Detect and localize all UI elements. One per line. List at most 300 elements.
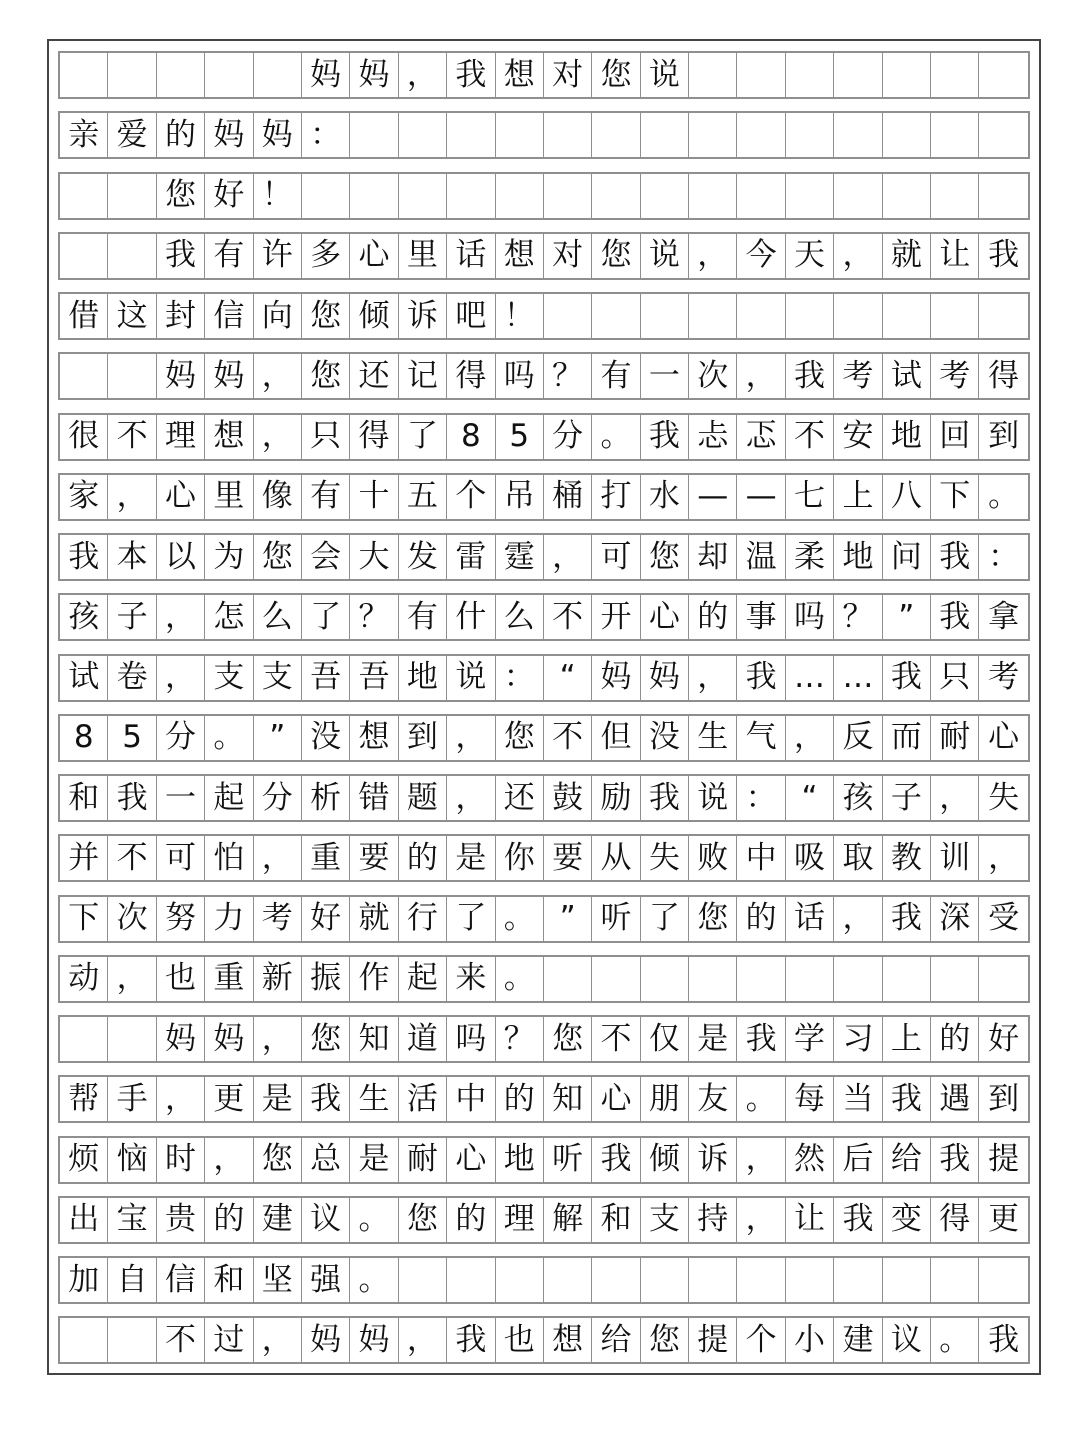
grid-cell: 帮 bbox=[60, 1077, 108, 1121]
grid-cell: 吊 bbox=[496, 475, 544, 519]
grid-cell: 考 bbox=[988, 659, 1020, 695]
grid-row bbox=[58, 1015, 1030, 1063]
grid-cell: ！ bbox=[254, 174, 302, 218]
grid-cell: 要 bbox=[544, 836, 592, 880]
grid-cell bbox=[447, 1258, 495, 1302]
grid-cell bbox=[979, 113, 1027, 157]
grid-cell: 和 bbox=[205, 1258, 253, 1302]
grid-cell bbox=[834, 53, 882, 97]
grid-cell: 自 bbox=[108, 1258, 156, 1302]
grid-cell bbox=[737, 174, 785, 218]
grid-cell: ， bbox=[447, 716, 495, 760]
grid-cell: 回 bbox=[931, 415, 979, 459]
grid-cell: 我 bbox=[786, 354, 834, 398]
grid-cell: 柔 bbox=[786, 535, 834, 579]
grid-cell: 不 bbox=[786, 415, 834, 459]
grid-cell: 对 bbox=[544, 234, 592, 278]
grid-cell: 忑 bbox=[737, 415, 785, 459]
grid-cell: ？ bbox=[544, 354, 592, 398]
grid-cell: 地 bbox=[496, 1138, 544, 1182]
grid-cell bbox=[979, 53, 1027, 97]
grid-cell: 大 bbox=[350, 535, 398, 579]
grid-cell bbox=[979, 174, 1027, 218]
grid-cell bbox=[205, 53, 253, 97]
grid-cell: 议 bbox=[883, 1318, 931, 1362]
grid-cell: 支 bbox=[205, 656, 253, 700]
grid-cell bbox=[786, 113, 834, 157]
grid-cell bbox=[641, 113, 689, 157]
grid-row bbox=[58, 1075, 1030, 1123]
grid-cell: 理 bbox=[496, 1198, 544, 1242]
grid-cell: 心 bbox=[592, 1077, 640, 1121]
grid-cell: — bbox=[689, 475, 737, 519]
grid-row bbox=[58, 1316, 1030, 1364]
grid-cell: 听 bbox=[592, 897, 640, 941]
grid-cell: 上 bbox=[834, 475, 882, 519]
grid-cell bbox=[786, 957, 834, 1001]
grid-cell: 只 bbox=[931, 656, 979, 700]
grid-cell: 。 bbox=[737, 1077, 785, 1121]
grid-row bbox=[58, 352, 1030, 400]
grid-cell: 励 bbox=[592, 776, 640, 820]
grid-cell: 我 bbox=[641, 776, 689, 820]
grid-cell: 会 bbox=[302, 535, 350, 579]
grid-cell: 了 bbox=[302, 595, 350, 639]
grid-cell: 妈 bbox=[157, 1017, 205, 1061]
grid-cell: ： bbox=[302, 113, 350, 157]
grid-cell: ， bbox=[108, 957, 156, 1001]
grid-cell: 活 bbox=[399, 1077, 447, 1121]
grid-cell bbox=[641, 174, 689, 218]
grid-cell: “ bbox=[544, 656, 592, 700]
grid-cell: 不 bbox=[544, 595, 592, 639]
grid-cell: 训 bbox=[931, 836, 979, 880]
grid-cell bbox=[834, 294, 882, 338]
grid-cell: ， bbox=[737, 354, 785, 398]
grid-cell: 这 bbox=[108, 294, 156, 338]
grid-cell: 心 bbox=[988, 719, 1020, 756]
grid-cell bbox=[592, 113, 640, 157]
grid-cell bbox=[108, 1318, 156, 1362]
grid-cell bbox=[399, 174, 447, 218]
grid-cell bbox=[689, 113, 737, 157]
grid-cell bbox=[447, 113, 495, 157]
grid-cell bbox=[108, 174, 156, 218]
grid-cell bbox=[786, 174, 834, 218]
grid-cell: 有 bbox=[399, 595, 447, 639]
grid-cell: 更 bbox=[988, 1201, 1020, 1238]
grid-cell: 子 bbox=[108, 595, 156, 639]
grid-cell: ， bbox=[931, 776, 979, 820]
grid-cell: 试 bbox=[60, 656, 108, 700]
grid-cell: 就 bbox=[883, 234, 931, 278]
grid-cell: 恼 bbox=[108, 1138, 156, 1182]
grid-cell: 借 bbox=[60, 294, 108, 338]
grid-cell: … bbox=[786, 656, 834, 700]
grid-cell: 我 bbox=[447, 1318, 495, 1362]
grid-cell: 安 bbox=[834, 415, 882, 459]
grid-cell: 加 bbox=[60, 1258, 108, 1302]
grid-cell: 可 bbox=[592, 535, 640, 579]
grid-cell: 吗 bbox=[496, 354, 544, 398]
grid-cell bbox=[786, 1258, 834, 1302]
grid-cell: ， bbox=[689, 656, 737, 700]
grid-cell: 。 bbox=[205, 716, 253, 760]
grid-cell bbox=[689, 53, 737, 97]
grid-cell: 我 bbox=[931, 535, 979, 579]
grid-row bbox=[58, 292, 1030, 340]
grid-cell bbox=[108, 53, 156, 97]
grid-cell: ， bbox=[254, 415, 302, 459]
grid-cell: 试 bbox=[883, 354, 931, 398]
grid-cell: 起 bbox=[399, 957, 447, 1001]
grid-cell: ” bbox=[254, 716, 302, 760]
grid-cell bbox=[689, 957, 737, 1001]
grid-cell bbox=[931, 1258, 979, 1302]
grid-cell: 失 bbox=[988, 779, 1020, 816]
grid-cell: 力 bbox=[205, 897, 253, 941]
grid-cell: 到 bbox=[988, 418, 1020, 454]
grid-cell: 地 bbox=[399, 656, 447, 700]
grid-cell: 倾 bbox=[350, 294, 398, 338]
grid-cell bbox=[834, 174, 882, 218]
grid-cell: 出 bbox=[60, 1198, 108, 1242]
grid-cell: 次 bbox=[689, 354, 737, 398]
grid-cell: 题 bbox=[399, 776, 447, 820]
grid-cell: ， bbox=[399, 1318, 447, 1362]
grid-cell: 。 bbox=[592, 415, 640, 459]
grid-cell: 家 bbox=[60, 475, 108, 519]
grid-cell: 卷 bbox=[108, 656, 156, 700]
grid-cell: 了 bbox=[641, 897, 689, 941]
grid-cell: 一 bbox=[641, 354, 689, 398]
grid-cell bbox=[60, 53, 108, 97]
grid-cell: 的 bbox=[496, 1077, 544, 1121]
grid-cell: 怎 bbox=[205, 595, 253, 639]
grid-cell: 我 bbox=[883, 656, 931, 700]
grid-cell: 我 bbox=[447, 53, 495, 97]
grid-cell bbox=[931, 53, 979, 97]
grid-cell: ？ bbox=[350, 595, 398, 639]
grid-cell: 妈 bbox=[254, 113, 302, 157]
grid-cell: 发 bbox=[399, 535, 447, 579]
grid-cell: 我 bbox=[108, 776, 156, 820]
grid-cell: ， bbox=[254, 1017, 302, 1061]
grid-cell: 为 bbox=[205, 535, 253, 579]
grid-cell: 吸 bbox=[786, 836, 834, 880]
grid-cell: 贵 bbox=[157, 1198, 205, 1242]
grid-cell: 友 bbox=[689, 1077, 737, 1121]
grid-cell bbox=[60, 354, 108, 398]
grid-cell: 的 bbox=[931, 1017, 979, 1061]
grid-cell bbox=[544, 957, 592, 1001]
grid-row bbox=[58, 413, 1030, 461]
grid-cell: 不 bbox=[592, 1017, 640, 1061]
grid-cell: 我 bbox=[834, 1198, 882, 1242]
grid-cell: 努 bbox=[157, 897, 205, 941]
grid-cell: 提 bbox=[988, 1141, 1020, 1177]
grid-cell: 而 bbox=[883, 716, 931, 760]
grid-cell: 亲 bbox=[60, 113, 108, 157]
grid-row bbox=[58, 232, 1030, 280]
grid-cell: ： bbox=[737, 776, 785, 820]
grid-cell bbox=[641, 1258, 689, 1302]
grid-cell: 一 bbox=[157, 776, 205, 820]
grid-cell: 十 bbox=[350, 475, 398, 519]
grid-cell bbox=[883, 957, 931, 1001]
grid-row bbox=[58, 714, 1030, 762]
grid-cell: 妈 bbox=[302, 53, 350, 97]
grid-cell: 许 bbox=[254, 234, 302, 278]
grid-cell: 您 bbox=[641, 1318, 689, 1362]
grid-cell bbox=[399, 113, 447, 157]
grid-cell: 对 bbox=[544, 53, 592, 97]
grid-cell: 妈 bbox=[592, 656, 640, 700]
grid-cell: 时 bbox=[157, 1138, 205, 1182]
grid-cell: 还 bbox=[350, 354, 398, 398]
grid-cell: 孩 bbox=[60, 595, 108, 639]
grid-cell: 重 bbox=[205, 957, 253, 1001]
grid-cell: 。 bbox=[988, 478, 1020, 515]
grid-cell: 个 bbox=[447, 475, 495, 519]
grid-cell: 建 bbox=[254, 1198, 302, 1242]
grid-cell: 您 bbox=[157, 174, 205, 218]
grid-cell: 说 bbox=[447, 656, 495, 700]
grid-cell: 您 bbox=[592, 234, 640, 278]
grid-cell: 说 bbox=[641, 53, 689, 97]
grid-cell: 有 bbox=[205, 234, 253, 278]
grid-cell: 更 bbox=[205, 1077, 253, 1121]
grid-cell: 您 bbox=[399, 1198, 447, 1242]
grid-cell: 本 bbox=[108, 535, 156, 579]
grid-cell bbox=[302, 174, 350, 218]
grid-cell: 得 bbox=[988, 357, 1020, 394]
grid-cell: 么 bbox=[496, 595, 544, 639]
grid-cell: 生 bbox=[350, 1077, 398, 1121]
grid-cell: 振 bbox=[302, 957, 350, 1001]
grid-cell: 知 bbox=[544, 1077, 592, 1121]
grid-cell: 不 bbox=[108, 836, 156, 880]
grid-cell: 考 bbox=[931, 354, 979, 398]
grid-cell: 中 bbox=[447, 1077, 495, 1121]
grid-cell: 怕 bbox=[205, 836, 253, 880]
grid-cell: 好 bbox=[302, 897, 350, 941]
grid-cell bbox=[641, 294, 689, 338]
grid-cell: 吗 bbox=[447, 1017, 495, 1061]
grid-cell: 鼓 bbox=[544, 776, 592, 820]
grid-cell: 忐 bbox=[689, 415, 737, 459]
grid-cell: 像 bbox=[254, 475, 302, 519]
grid-cell: 中 bbox=[737, 836, 785, 880]
grid-cell: 您 bbox=[641, 535, 689, 579]
grid-cell: 理 bbox=[157, 415, 205, 459]
grid-cell: 的 bbox=[399, 836, 447, 880]
grid-cell: 小 bbox=[786, 1318, 834, 1362]
grid-cell bbox=[496, 1258, 544, 1302]
grid-cell: 心 bbox=[350, 234, 398, 278]
grid-cell: 变 bbox=[883, 1198, 931, 1242]
grid-cell: 我 bbox=[737, 1017, 785, 1061]
grid-cell: 以 bbox=[157, 535, 205, 579]
grid-cell: 析 bbox=[302, 776, 350, 820]
grid-cell bbox=[592, 957, 640, 1001]
grid-cell: 信 bbox=[157, 1258, 205, 1302]
grid-cell: 吾 bbox=[350, 656, 398, 700]
grid-cell: 考 bbox=[254, 897, 302, 941]
grid-cell: 我 bbox=[592, 1138, 640, 1182]
grid-cell: 得 bbox=[447, 354, 495, 398]
grid-cell: 多 bbox=[302, 234, 350, 278]
grid-cell: 下 bbox=[931, 475, 979, 519]
grid-cell: 吗 bbox=[786, 595, 834, 639]
grid-cell: 妈 bbox=[205, 354, 253, 398]
grid-cell: 没 bbox=[302, 716, 350, 760]
grid-cell: 向 bbox=[254, 294, 302, 338]
grid-cell: 我 bbox=[883, 897, 931, 941]
title-row bbox=[58, 51, 1030, 99]
grid-cell: 知 bbox=[350, 1017, 398, 1061]
grid-cell: 提 bbox=[689, 1318, 737, 1362]
grid-cell: 。 bbox=[496, 957, 544, 1001]
grid-cell bbox=[496, 174, 544, 218]
grid-row bbox=[58, 955, 1030, 1003]
grid-cell bbox=[737, 294, 785, 338]
grid-cell: 分 bbox=[157, 716, 205, 760]
grid-cell: 下 bbox=[60, 897, 108, 941]
grid-cell: ， bbox=[447, 776, 495, 820]
grid-cell: 很 bbox=[60, 415, 108, 459]
grid-cell bbox=[544, 174, 592, 218]
grid-cell bbox=[60, 1017, 108, 1061]
grid-cell: 听 bbox=[544, 1138, 592, 1182]
grid-cell: 雷 bbox=[447, 535, 495, 579]
grid-cell bbox=[786, 294, 834, 338]
grid-cell: 桶 bbox=[544, 475, 592, 519]
grid-cell: 遇 bbox=[931, 1077, 979, 1121]
grid-cell: 妈 bbox=[157, 354, 205, 398]
grid-cell: 记 bbox=[399, 354, 447, 398]
grid-cell bbox=[834, 113, 882, 157]
grid-cell: 您 bbox=[689, 897, 737, 941]
grid-cell: 吾 bbox=[302, 656, 350, 700]
grid-cell: 也 bbox=[496, 1318, 544, 1362]
grid-cell: 给 bbox=[592, 1318, 640, 1362]
grid-cell: 问 bbox=[883, 535, 931, 579]
grid-cell bbox=[641, 957, 689, 1001]
grid-cell bbox=[737, 1258, 785, 1302]
grid-cell: 里 bbox=[205, 475, 253, 519]
grid-cell bbox=[883, 294, 931, 338]
grid-cell: 妈 bbox=[205, 113, 253, 157]
grid-cell: 了 bbox=[399, 415, 447, 459]
grid-cell: 败 bbox=[689, 836, 737, 880]
grid-cell: 耐 bbox=[399, 1138, 447, 1182]
grid-cell bbox=[931, 174, 979, 218]
grid-cell: 新 bbox=[254, 957, 302, 1001]
grid-cell: 我 bbox=[641, 415, 689, 459]
grid-cell: 想 bbox=[205, 415, 253, 459]
grid-cell: 后 bbox=[834, 1138, 882, 1182]
grid-cell: 8 bbox=[447, 415, 495, 459]
grid-row bbox=[58, 593, 1030, 641]
grid-cell: 和 bbox=[592, 1198, 640, 1242]
grid-cell: 强 bbox=[302, 1258, 350, 1302]
grid-cell: 的 bbox=[737, 897, 785, 941]
grid-cell bbox=[592, 174, 640, 218]
grid-cell: 是 bbox=[254, 1077, 302, 1121]
grid-cell: ， bbox=[399, 53, 447, 97]
grid-cell: 我 bbox=[157, 234, 205, 278]
grid-cell bbox=[834, 1258, 882, 1302]
grid-cell bbox=[60, 174, 108, 218]
grid-row bbox=[58, 111, 1030, 159]
grid-cell: 得 bbox=[931, 1198, 979, 1242]
grid-cell bbox=[254, 53, 302, 97]
grid-cell bbox=[496, 113, 544, 157]
grid-cell: 要 bbox=[350, 836, 398, 880]
grid-cell bbox=[737, 957, 785, 1001]
grid-cell: 5 bbox=[108, 716, 156, 760]
grid-cell: 气 bbox=[737, 716, 785, 760]
grid-cell: 你 bbox=[496, 836, 544, 880]
grid-cell: 仅 bbox=[641, 1017, 689, 1061]
grid-cell: 七 bbox=[786, 475, 834, 519]
grid-cell bbox=[931, 113, 979, 157]
grid-cell: 的 bbox=[205, 1198, 253, 1242]
grid-cell: 却 bbox=[689, 535, 737, 579]
grid-cell: 来 bbox=[447, 957, 495, 1001]
grid-cell: ： bbox=[988, 538, 1020, 575]
grid-cell: 作 bbox=[350, 957, 398, 1001]
grid-cell: 可 bbox=[157, 836, 205, 880]
grid-cell bbox=[689, 1258, 737, 1302]
grid-cell bbox=[979, 1258, 1027, 1302]
grid-cell: 总 bbox=[302, 1138, 350, 1182]
grid-cell: 然 bbox=[786, 1138, 834, 1182]
grid-cell: 心 bbox=[157, 475, 205, 519]
grid-cell: 话 bbox=[447, 234, 495, 278]
grid-cell: 好 bbox=[205, 174, 253, 218]
grid-cell: 受 bbox=[988, 900, 1020, 936]
grid-cell: 并 bbox=[60, 836, 108, 880]
grid-cell: ， bbox=[254, 836, 302, 880]
grid-cell: 行 bbox=[399, 897, 447, 941]
grid-cell: 宝 bbox=[108, 1198, 156, 1242]
grid-cell bbox=[979, 957, 1027, 1001]
grid-cell: 教 bbox=[883, 836, 931, 880]
grid-cell: 有 bbox=[592, 354, 640, 398]
grid-cell: 也 bbox=[157, 957, 205, 1001]
grid-cell: 封 bbox=[157, 294, 205, 338]
grid-cell: 8 bbox=[60, 716, 108, 760]
grid-cell bbox=[883, 174, 931, 218]
grid-cell: 错 bbox=[350, 776, 398, 820]
grid-cell: 妈 bbox=[350, 53, 398, 97]
grid-cell: 。 bbox=[350, 1258, 398, 1302]
grid-cell: 霆 bbox=[496, 535, 544, 579]
grid-cell bbox=[883, 1258, 931, 1302]
grid-cell: 说 bbox=[689, 776, 737, 820]
grid-cell: ， bbox=[786, 716, 834, 760]
grid-cell: 我 bbox=[931, 1138, 979, 1182]
grid-cell: 分 bbox=[544, 415, 592, 459]
grid-cell: 话 bbox=[786, 897, 834, 941]
grid-cell: 您 bbox=[544, 1017, 592, 1061]
grid-cell: 只 bbox=[302, 415, 350, 459]
grid-cell: ！ bbox=[496, 294, 544, 338]
grid-cell: 给 bbox=[883, 1138, 931, 1182]
grid-cell: 想 bbox=[496, 53, 544, 97]
